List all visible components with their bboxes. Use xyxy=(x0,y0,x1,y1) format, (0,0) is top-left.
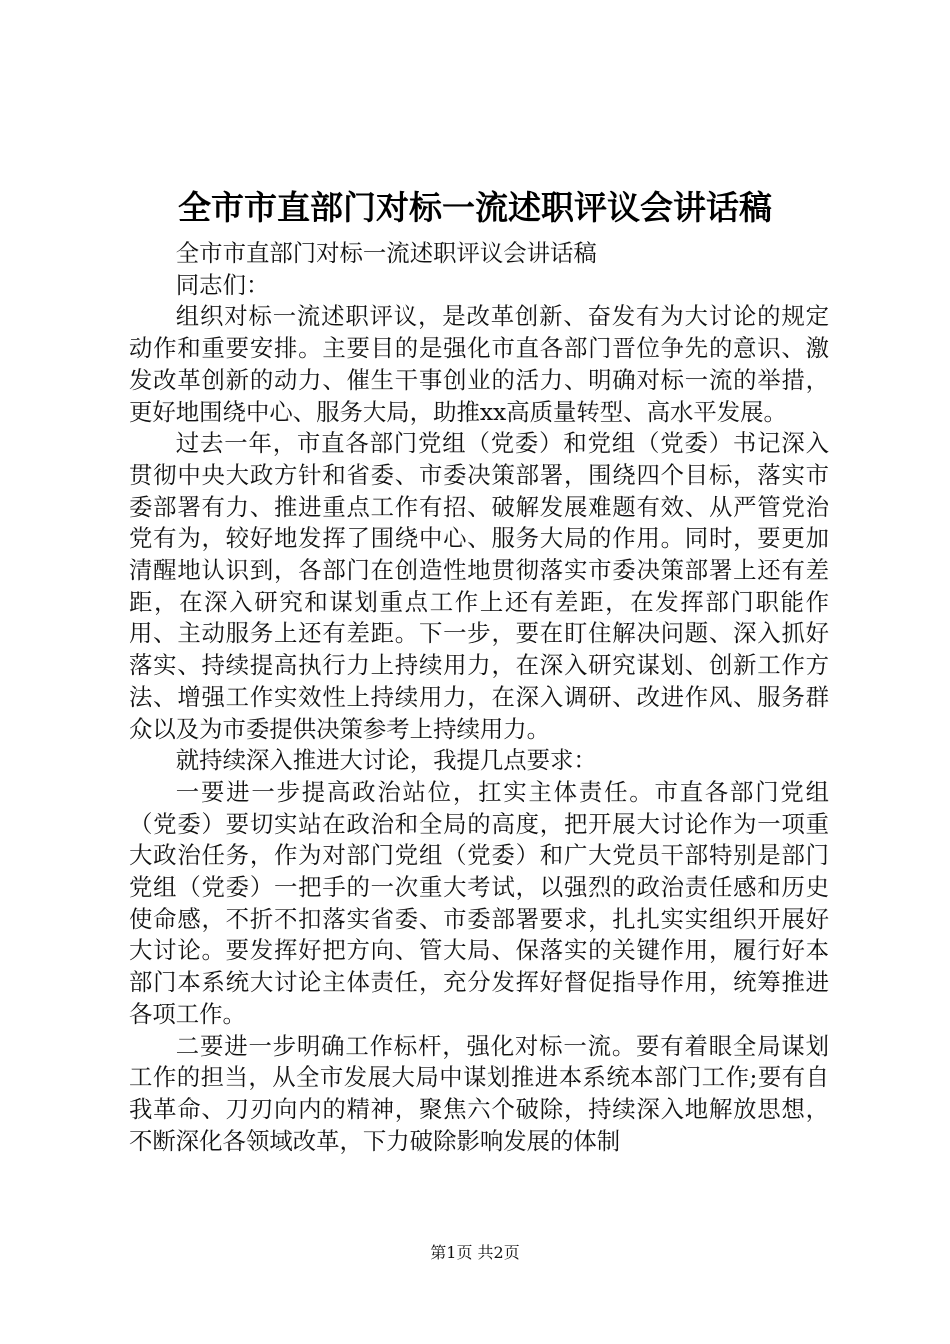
document-title: 全市市直部门对标一流述职评议会讲话稿 xyxy=(178,188,772,227)
paragraph-1: 组织对标一流述职评议，是改革创新、奋发有为大讨论的规定动作和重要安排。主要目的是强化市直各部门晋位争先的意识、激发改革创新的动力、催生干事创业的活力、明确对标一流的举措，更好地围绕中心、服务大局，助推xx高质量转型、高水平发展。 xyxy=(129,302,829,426)
paragraph-2: 过去一年，市直各部门党组（党委）和党组（党委）书记深入贯彻中央大政方针和省委、市委决策部署，围绕四个目标，落实市委部署有力、推进重点工作有招、破解发展难题有效、从严管党治党有为，较好地发挥了围绕中心、服务大局的作用。同时，要更加清醒地认识到，各部门在创造性地贯彻落实市委决策部署上还有差距，在深入研究和谋划重点工作上还有差距，在发挥部门职能作用、主动服务上还有差距。下一步，要在盯住解决问题、深入抓好落实、持续提高执行力上持续用力，在深入研究谋划、创新工作方法、增强工作实效性上持续用力，在深入调研、改进作风、服务群众以及为市委提供决策参考上持续用力。 xyxy=(129,429,829,743)
page-footer: 第1页 共2页 xyxy=(430,1243,520,1262)
paragraph-4: 一要进一步提高政治站位，扛实主体责任。市直各部门党组（党委）要切实站在政治和全局的高度，把开展大讨论作为一项重大政治任务，作为对部门党组（党委）和广大党员干部特别是部门党组（党委）一把手的一次重大考试，以强烈的政治责任感和历史使命感，不折不扣落实省委、市委部署要求，扎扎实实组织开展好大讨论。要发挥好把方向、管大局、保落实的关键作用，履行好本部门本系统大讨论主体责任，充分发挥好督促指导作用，统筹推进各项工作。 xyxy=(129,777,829,1028)
paragraph-3: 就持续深入推进大讨论，我提几点要求： xyxy=(175,746,597,775)
paragraph-salutation: 同志们： xyxy=(175,270,270,299)
paragraph-5: 二要进一步明确工作标杆，强化对标一流。要有着眼全局谋划工作的担当，从全市发展大局中谋划推进本系统本部门工作;要有自我革命、刀刃向内的精神，聚焦六个破除，持续深入地解放思想，不断深化各领域改革，下力破除影响发展的体制 xyxy=(129,1031,829,1155)
document-body xyxy=(129,238,829,1157)
paragraph-subtitle: 全市市直部门对标一流述职评议会讲话稿 xyxy=(175,239,597,267)
